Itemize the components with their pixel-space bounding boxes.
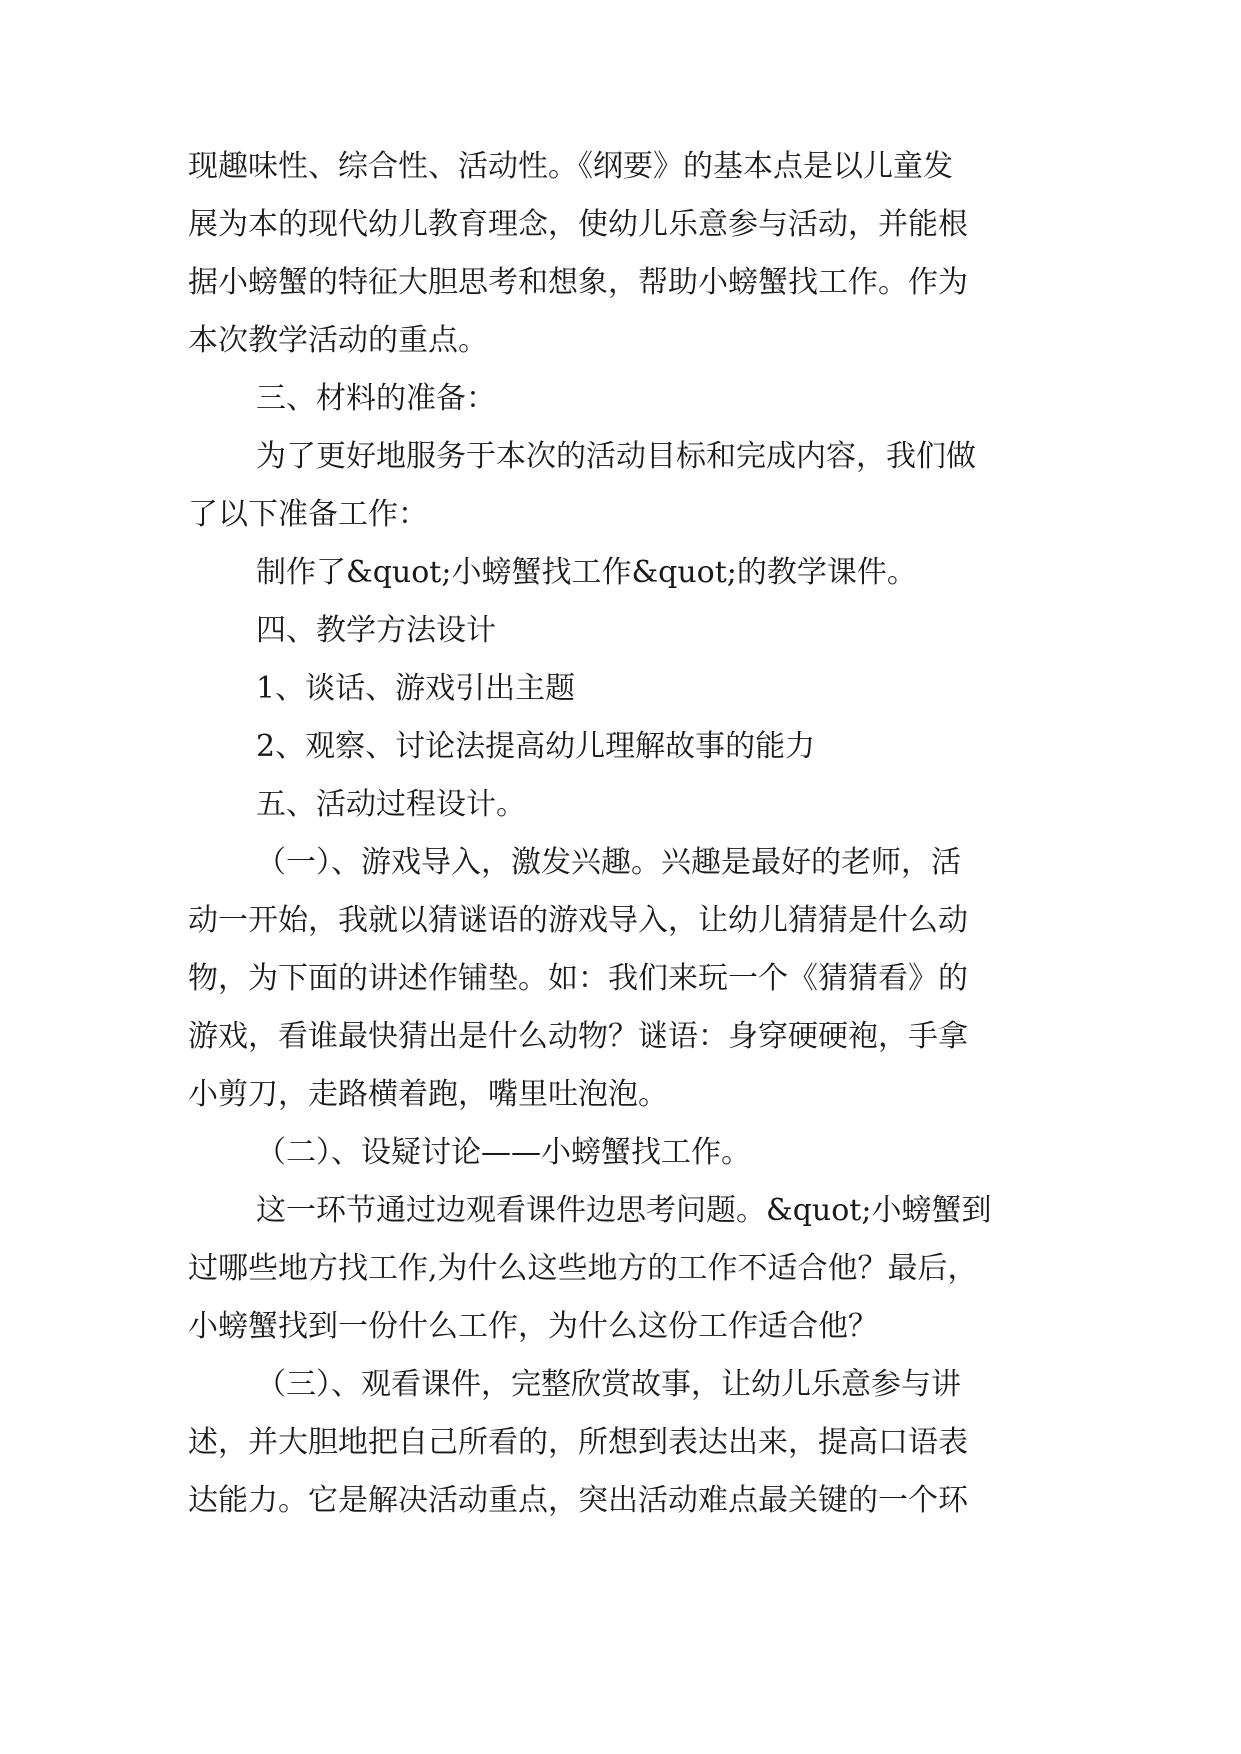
paragraph-line-24: 达能力。它是解决活动重点，突出活动难点最关键的一个环 [188,1483,968,1518]
paragraph-line-13: （一）、游戏导入，激发兴趣。兴趣是最好的老师，活 [256,845,961,880]
paragraph-line-15: 物，为下面的讲述作铺垫。如：我们来玩一个《猜猜看》的 [188,961,968,996]
paragraph-line-8: 制作了&quot;小螃蟹找工作&quot;的教学课件。 [256,555,917,590]
section-heading-materials: 三、材料的准备： [256,381,496,416]
paragraph-line-20: 过哪些地方找工作,为什么这些地方的工作不适合他？最后， [188,1251,978,1286]
section-heading-process: 五、活动过程设计。 [256,787,526,822]
paragraph-line-17: 小剪刀，走路横着跑，嘴里吐泡泡。 [188,1077,668,1112]
list-item-1: 1、谈话、游戏引出主题 [256,671,576,706]
paragraph-line-23: 述，并大胆地把自己所看的，所想到表达出来，提高口语表 [188,1425,968,1460]
paragraph-line-22: （三）、观看课件，完整欣赏故事，让幼儿乐意参与讲 [256,1367,961,1402]
paragraph-line-21: 小螃蟹找到一份什么工作，为什么这份工作适合他？ [188,1309,878,1344]
paragraph-line-3: 据小螃蟹的特征大胆思考和想象，帮助小螃蟹找工作。作为 [188,265,968,300]
paragraph-line-2: 展为本的现代幼儿教育理念，使幼儿乐意参与活动，并能根 [188,207,968,242]
section-heading-methods: 四、教学方法设计 [256,613,496,648]
paragraph-line-14: 动一开始，我就以猜谜语的游戏导入，让幼儿猜猜是什么动 [188,903,968,938]
paragraph-line-6: 为了更好地服务于本次的活动目标和完成内容，我们做 [256,439,976,474]
paragraph-line-1: 现趣味性、综合性、活动性。《纲要》的基本点是以儿童发 [188,149,953,184]
paragraph-line-4: 本次教学活动的重点。 [188,323,488,358]
paragraph-line-16: 游戏，看谁最快猜出是什么动物？谜语：身穿硬硬袍，手拿 [188,1019,968,1054]
subsection-heading-2: （二）、设疑讨论——小螃蟹找工作。 [256,1135,751,1170]
paragraph-line-19: 这一环节通过边观看课件边思考问题。&quot;小螃蟹到 [256,1193,992,1228]
paragraph-line-7: 了以下准备工作： [188,497,428,532]
list-item-2: 2、观察、讨论法提高幼儿理解故事的能力 [256,729,816,764]
